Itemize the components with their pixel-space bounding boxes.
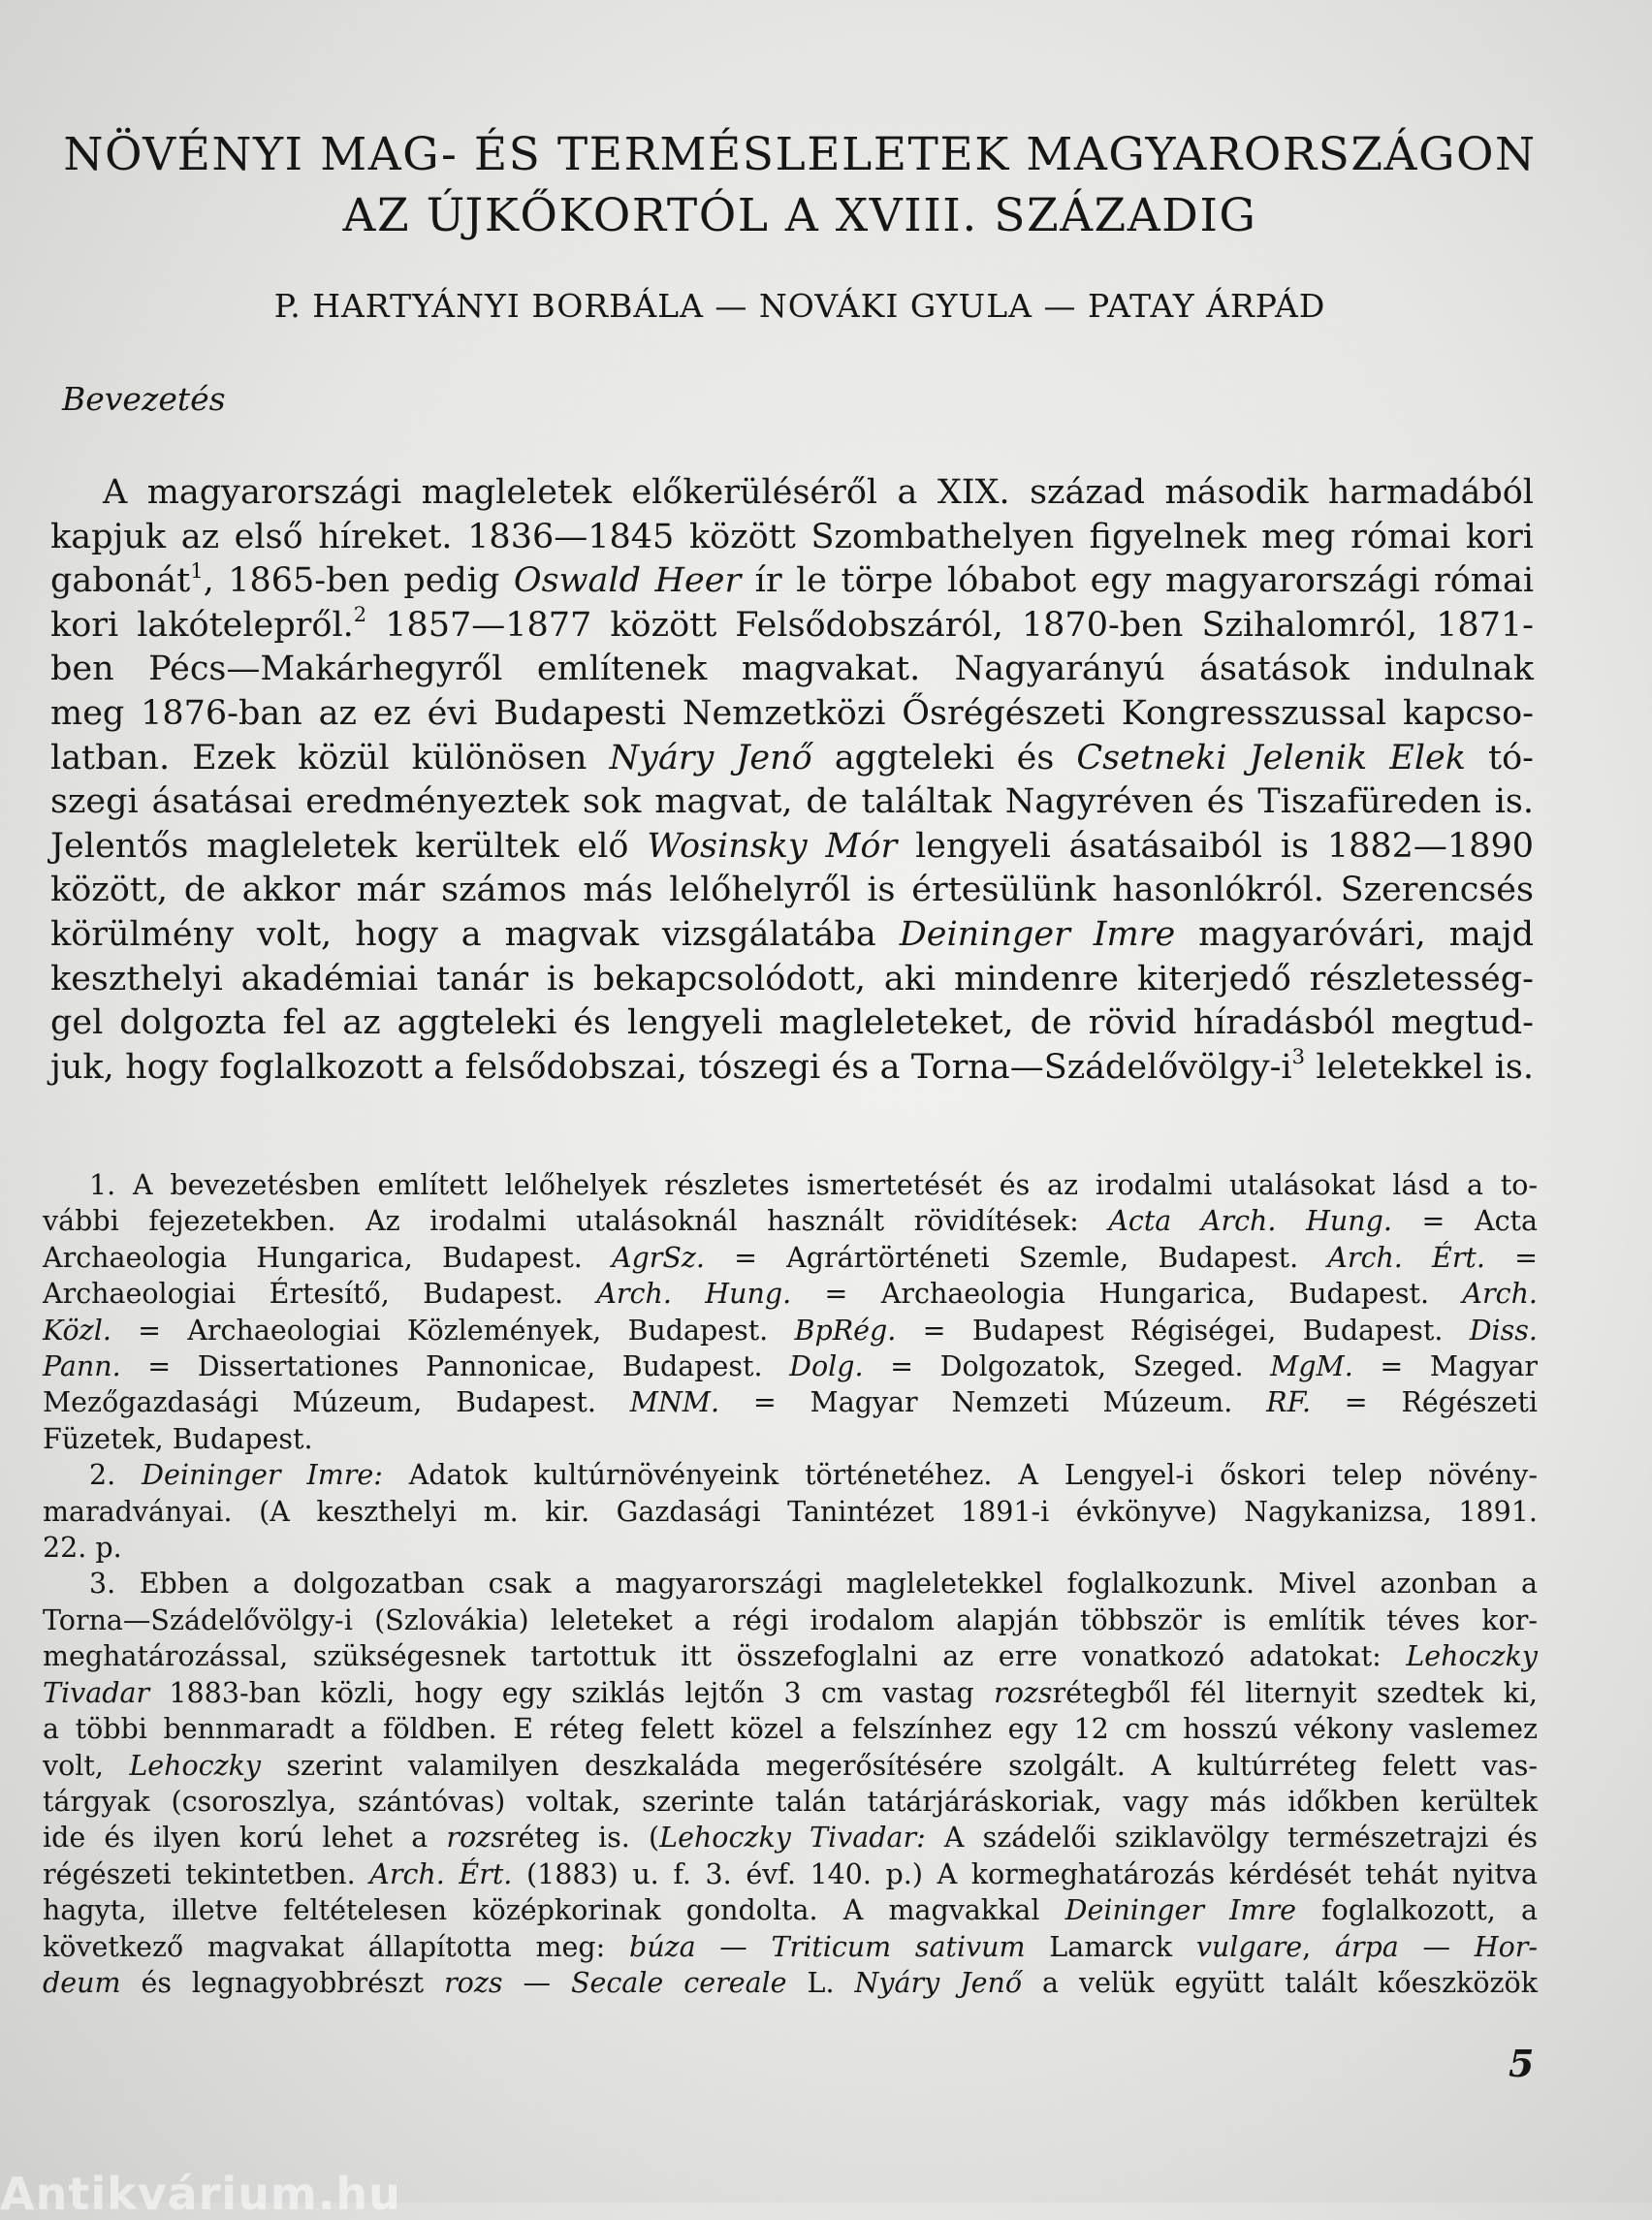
fn2-line: 2. Deininger Imre: Adatok kultúrnövényeink történetéhez. A Lengyel-i őskori telep növény- <box>89 1459 1538 1492</box>
fn3-line: volt, Lehoczky szerint valamilyen deszkaláda megerősítésére szolgált. A kultúrréteg felett vas- <box>43 1749 1538 1782</box>
fn3-line: Torna—Szádelővölgy-i (Szlovákia) leleteket a régi irodalom alapján többször is említik téves kor- <box>43 1603 1538 1636</box>
body-line: A magyarországi magleletek előkerüléséről a XIX. század második harmadából <box>103 473 1534 512</box>
body-line: keszthelyi akadémiai tanár is bekapcsolódott, aki mindenre kiterjedő részletesség- <box>50 959 1534 999</box>
article-title <box>58 124 1541 246</box>
body-line: között, de akkor már számos más lelőhelyről is értesülünk hasonlókról. Szerencsés <box>50 871 1534 910</box>
fn1-line: Közl. = Archaeologiai Közlemények, Budapest. BpRég. = Budapest Régiségei, Budapest. Diss. <box>43 1314 1538 1347</box>
body-line: kori lakótelepről.$^2$ 1857—1877 között Felsődobszáról, 1870-ben Szihalomról, 1871- <box>50 603 1534 645</box>
fn3-line: 3. Ebben a dolgozatban csak a magyarországi magleletekkel foglalkozunk. Mivel azonban a <box>89 1568 1538 1601</box>
body-line: kapjuk az első híreket. 1836—1845 között Szombathelyen figyelnek meg római kori <box>50 517 1534 556</box>
fn3-line: a többi bennmaradt a földben. E réteg felett közel a felszínhez egy 12 cm hosszú vékony vaslemez <box>43 1713 1538 1746</box>
fn1-line: Mezőgazdasági Múzeum, Budapest. MNM. = Magyar Nemzeti Múzeum. RF. = Régészeti <box>43 1386 1538 1419</box>
authors: P. HARTYÁNYI BORBÁLA — NOVÁKI GYULA — PATAY ÁRPÁD <box>273 287 1326 325</box>
body-line: gabonát$^1$, 1865-ben pedig Oswald Heer ír le törpe lóbabot egy magyarországi római <box>50 558 1535 601</box>
fn3-line: deum és legnagyobbrészt rozs — Secale cereale L. Nyáry Jenő a velük együtt talált kőeszközök <box>43 1966 1538 1999</box>
fn3-line: tárgyak (csoroszlya, szántóvas) voltak, szerinte talán tatárjáráskoriak, vagy más időkben kerültek <box>43 1785 1538 1818</box>
fn3-line: ide és ilyen korú lehet a rozsréteg is. (Lehoczky Tivadar: A szádelői sziklavölgy természetrajzi és <box>43 1822 1538 1855</box>
fn3-line: Tivadar 1883-ban közli, hogy egy sziklás lejtőn 3 cm vastag rozsrétegből fél liternyit szedtek ki, <box>43 1676 1538 1709</box>
fn3-line: meghatározással, szükségesnek tartottuk itt összefoglalni az erre vonatkozó adatokat: Lehoczky <box>43 1640 1538 1673</box>
body-line: meg 1876-ban az ez évi Budapesti Nemzetközi Ősrégészeti Kongresszussal kapcso- <box>50 693 1534 733</box>
fn3-line: régészeti tekintetben. Arch. Ért. (1883) u. f. 3. évf. 140. p.) A kormeghatározás kérdését tehát nyitva <box>43 1857 1538 1890</box>
fn3-line: következő magvakat állapította meg: búza — Triticum sativum Lamarck vulgare, árpa — Hor- <box>43 1930 1539 1963</box>
body-line: ben Pécs—Makárhegyről említenek magvakat. Nagyarányú ásatások indulnak <box>50 650 1534 689</box>
fn2-line: maradványai. (A keszthelyi m. kir. Gazdasági Tanintézet 1891-i évkönyve) Nagykanizsa, 1891. <box>43 1495 1538 1528</box>
fn1-line: Füzetek, Budapest. <box>43 1422 313 1455</box>
body-line: szegi ásatásai eredményeztek sok magvat, de találtak Nagyréven és Tiszafüreden is. <box>50 782 1534 822</box>
title-line-1: NÖVÉNYI MAG- ÉS TERMÉSLELETEK MAGYARORSZÁGON <box>63 128 1537 181</box>
watermark: Antikvárium.hu <box>0 2168 401 2220</box>
fn1-line: 1. A bevezetésben említett lelőhelyek részletes ismertetését és az irodalmi utalásokat lásd a to- <box>89 1169 1538 1201</box>
footnotes <box>43 1167 1538 2001</box>
fn1-line: Archaeologiai Értesítő, Budapest. Arch. Hung. = Archaeologia Hungarica, Budapest. Arch. <box>43 1278 1538 1311</box>
body-line: Jelentős magleletek kerültek elő Wosinsky Mór lengyeli ásatásaiból is 1882—1890 <box>50 826 1535 866</box>
page-number: 5 <box>1509 2042 1535 2085</box>
body-text <box>50 471 1534 1090</box>
section-heading: Bevezetés <box>62 380 226 418</box>
fn2-line: 22. p. <box>43 1532 122 1565</box>
body-line: latban. Ezek közül különösen Nyáry Jenő aggteleki és Csetneki Jelenik Elek tó- <box>50 738 1534 777</box>
fn1-line: Pann. = Dissertationes Pannonicae, Budapest. Dolg. = Dolgozatok, Szeged. MgM. = Magyar <box>43 1350 1538 1383</box>
body-line: juk, hogy foglalkozott a felsődobszai, tószegi és a $Torna—Szádelővö\lg y-i^3$ leletekkel is. <box>50 1045 1534 1087</box>
fn3-line: hagyta, illetve feltételesen középkorinak gondolta. A magvakkal Deininger Imre foglalkozott, a <box>43 1894 1538 1927</box>
fn1-line: Archaeologia Hungarica, Budapest. AgrSz. = Agrártörténeti Szemle, Budapest. Arch. Ért. = <box>43 1241 1538 1274</box>
body-line: körülmény volt, hogy a magvak vizsgálatába Deininger Imre magyaróvári, majd <box>50 914 1534 954</box>
body-line: gel dolgozta fel az aggteleki és lengyeli magleleteket, de rövid híradásból megtud- <box>50 1003 1534 1043</box>
fn1-line: vábbi fejezetekben. Az irodalmi utalásoknál használt rövidítések: Acta Arch. Hung. = Acta <box>43 1205 1538 1238</box>
title-line-2: AZ ÚJKŐKORTÓL A XVIII. SZÁZADIG <box>342 189 1257 242</box>
